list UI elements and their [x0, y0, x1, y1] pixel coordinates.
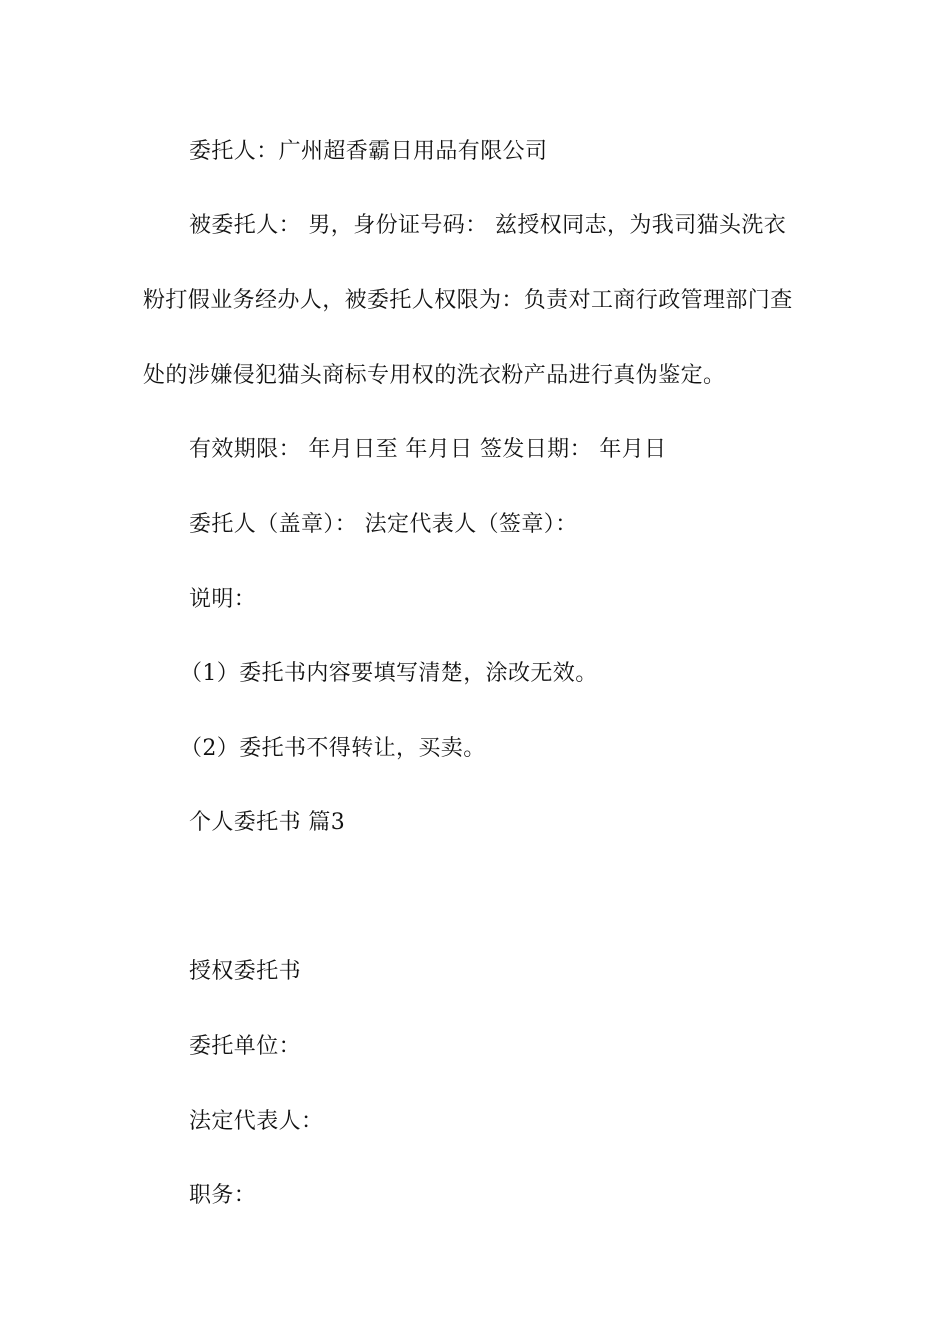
validity-line: 有效期限： 年月日至 年月日 签发日期： 年月日: [189, 437, 667, 462]
position-label: 职务：: [189, 1183, 257, 1208]
seal-signature-line: 委托人（盖章）： 法定代表人（签章）：: [189, 512, 578, 537]
agent-line: 被委托人： 男，身份证号码： 兹授权同志，为我司猫头洗衣: [189, 213, 787, 238]
authorization-title: 授权委托书: [189, 959, 302, 984]
entrusting-unit-label: 委托单位：: [189, 1034, 302, 1059]
authority-line-2: 处的涉嫌侵犯猫头商标专用权的洗衣粉产品进行真伪鉴定。: [143, 363, 726, 388]
legal-representative-label: 法定代表人：: [189, 1109, 324, 1134]
notes-heading: 说明：: [189, 587, 257, 612]
note-item-1: （1）委托书内容要填写清楚，涂改无效。: [180, 661, 598, 686]
note-item-2: （2）委托书不得转让，买卖。: [180, 736, 486, 761]
section-heading: 个人委托书 篇3: [189, 810, 346, 835]
authority-line-1: 粉打假业务经办人，被委托人权限为：负责对工商行政管理部门查: [143, 288, 793, 313]
principal-line: 委托人：广州超香霸日用品有限公司: [189, 139, 548, 164]
